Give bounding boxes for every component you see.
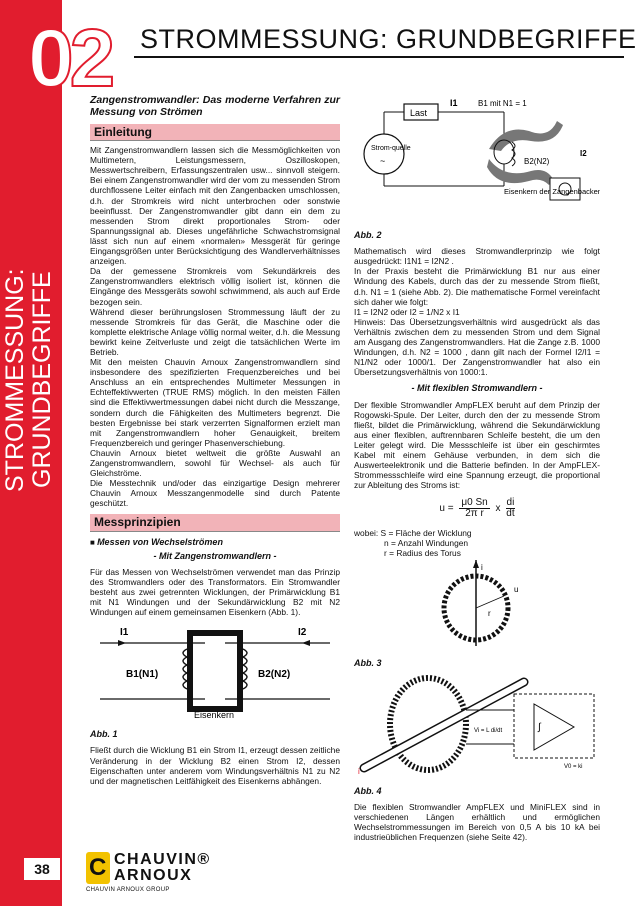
figure-abb3-rogowski [354, 558, 600, 650]
radius-line [476, 596, 504, 608]
logo-mark-icon: C [86, 852, 110, 884]
legend-n: n = Anzahl Windungen [384, 537, 469, 548]
paragraph: Mit den meisten Chauvin Arnoux Zangenstromwandlern sind insbesondere des spezifizierten Frequenzbereiches und bei Anschluss an ein entsprechendes Multimeter Messungen in Echteffektivwerten (TRUE RMS) möglich. In den meisten Fällen sind die Effektivwertmessungen dabei nicht durch die Messzange, sondern durch die Fähigkeiten des Multimeters begrenzt. Die besten Ergebnisse bei stark verzerrten Signalformen erzielt man mit Zangenstromwandlern hoher Genauigkeit, breitem Frequenzbereich und geringer Phasenverschiebung. [90, 357, 340, 448]
paragraph: Die Messtechnik und/oder das einzigartige Design mehrerer Chauvin Arnoux Messzangenmodelle sind durch Patente geschützt. [90, 478, 340, 509]
paragraph: Mit Zangenstromwandlern lassen sich die Messmöglichkeiten von Multimetern, Leistungsmessern, Oszilloskopen, Messwertschreibern, Erfassungszentralen usw... sinnvoll steigern. Bei einem Zangenstromwandler wird der vom zu messenden Strom durchflossene Leiter einfach mit den Zangenbacken umschlossen, d.h. der Stromkreis wird nicht unterbrochen oder sonstwie beeinflusst. Der Zangenstromwandler gibt dann ein dem zu messenden Strom direkt proportionales Strom- oder Spannungssignal ab. Dieses ungefährliche Schwachstromsignal lässt sich nun auf einem «normalen» Messgerät für geringe Eingangsgrößen unter Berücksichtigung des Wandlerverhältnisses anzeigen. [90, 145, 340, 267]
figure-abb4-amplifier [354, 674, 600, 778]
label-i2: I2 [298, 627, 307, 639]
bullet-heading: ■ Messen von Wechselströmen [90, 537, 340, 548]
label-vout: V0 = ki [564, 764, 583, 770]
label-i1: I1 [120, 627, 129, 639]
label-b2: B2(N2) [258, 669, 291, 681]
legend-label: wobei: [354, 527, 379, 538]
legend-s: S = Fläche der Wicklung [380, 527, 472, 538]
label-r: r [488, 608, 491, 618]
label-i: i [481, 562, 483, 572]
paragraph: Mathematisch wird dieses Stromwandlerprinzip wie folgt ausgedrückt: I1N1 = I2N2 . [354, 246, 600, 267]
label-u: u [514, 584, 519, 594]
figure-caption: Abb. 3 [354, 657, 382, 668]
brand-logo [86, 852, 216, 896]
paragraph: Da der gemessene Stromkreis vom Sekundärkreis des Zangenstromwandlers elektrisch völlig isoliert ist, können die Eingänge des Messgeräts sowohl schwimmend, als auch auf Erde bezogen sein. [90, 266, 340, 307]
label-vi: Vi = L di/dt [474, 728, 503, 734]
legend-r: r = Radius des Torus [384, 547, 461, 558]
column-left [90, 94, 340, 786]
paragraph: Fließt durch die Wicklung B1 ein Strom I1, erzeugt dessen zeitliche Veränderung in der Wicklung B2 einen Strom I2, dessen Eigenschaften unter anderem vom Windungsverhältnis N1 zu N2 und der magnetischen Leitfähigkeit des Eisenkerns abhängen. [90, 745, 340, 786]
figure-caption: Abb. 2 [354, 230, 382, 241]
formula-inline: I1 = I2N2 oder I2 = 1/N2 x I1 [354, 306, 460, 317]
section-heading-messprinzipien: Messprinzipien [90, 514, 340, 531]
label-i2: I2 [580, 149, 587, 158]
label-b2: B2(N2) [524, 157, 550, 166]
paragraph: Hinweis: Das Übersetzungsverhältnis wird ausgedrückt als das Verhältnis zwischen dem zu messenden Strom und dem Signal am Ausgang des Zangenstromwandlers. Hat die Zange z.B. 1000 Windungen, d.h. N2 = 1000 , dann gilt nach der Formel I2/I1 = N1/N2 oder 1000/1. Der Zangenstromwandler hat also ein Übersetzungsverhältnis von 1000:1. [354, 316, 600, 378]
header-rule [134, 56, 624, 58]
label-source: Strom-quelle [371, 145, 411, 152]
primary-coil-icon [183, 649, 187, 689]
paragraph: Die flexiblen Stromwandler AmpFLEX und MiniFLEX sind in verschiedenen Längen erhältlich und ermöglichen Wechselstrommessungen im Bereich von 0,5 A bis 10 kA bei industrieüblichen Frequenzen (siehe Seite 42). [354, 802, 600, 843]
section-heading-einleitung: Einleitung [90, 124, 340, 141]
brand-name-line2: ARNOUX [114, 867, 193, 884]
figure-abb1-transformer [90, 621, 340, 721]
brand-name [114, 852, 211, 884]
integral-icon: ∫ [538, 722, 541, 733]
label-core: Eisenkern [194, 710, 235, 721]
label-last: Last [410, 108, 428, 118]
paragraph: Während dieser berührungslosen Strommessung läuft der zu messende Stromkreis für das Gerät, die Maschine oder die komplette elektrische Anlage völlig normal weiter, d.h. die Messung bewirkt keine Zeitverluste und zeigt die tatsächlichen Werte im Betrieb. [90, 306, 340, 357]
label-i1: I1 [450, 98, 458, 108]
page-title: STROMMESSUNG: GRUNDBEGRIFFE [140, 24, 637, 54]
formula-lhs: u = [439, 503, 454, 515]
bullet-subheading: - Mit Zangenstromwandlern - [153, 550, 277, 561]
paragraph: Chauvin Arnoux bietet weltweit die größte Auswahl an Zangenstromwandlern, sowohl für Wechsel- als auch für Gleichströme. [90, 447, 340, 479]
formula-rogowski [354, 498, 600, 519]
current-source [364, 134, 404, 174]
side-title [2, 190, 62, 570]
paragraph: In der Praxis besteht die Primärwicklung B1 nur aus einer Windung des Kabels, durch das der zu messende Strom fließt, d.h. N1 = 1 (siehe Abb. 2). Die mathematische Formel vereinfacht sich daher wie folgt: [354, 266, 600, 307]
article-subhead: Zangenstromwandler: Das moderne Verfahren zur Messung von Strömen [90, 94, 340, 118]
paragraph: Der flexible Stromwandler AmpFLEX beruht auf dem Prinzip der Rogowski-Spule. Der Leiter, durch den der zu messende Strom fließt, bildet die Primärwicklung, während die Sekundärwicklung aus einer flexiblen, auftrennbaren Schleife besteht, die um den Leiter gelegt wird. Die Messschleife ist über ein geschirmtes Kabel mit einem Gehäuse verbunden, in dem sich die Auswerteelektronik und die Batterie befinden. In der AmpFLEX-Strommessschleife wird eine Spannung erzeugt, die proportional zur Ableitung des Stroms ist: [354, 399, 600, 491]
clamp-jaws-icon [487, 121, 563, 185]
formula-denominator: 2π r [465, 508, 484, 520]
arrow-icon [302, 640, 310, 646]
iron-core [190, 633, 240, 709]
secondary-coil-icon [243, 649, 247, 689]
chapter-number: 02 [28, 13, 112, 104]
formula-legend [354, 528, 600, 558]
formula-dt: dt [506, 508, 515, 520]
column-right [354, 94, 600, 843]
conductor-cable-inner [364, 682, 524, 768]
brand-sub: CHAUVIN ARNOUX GROUP [86, 887, 170, 893]
label-i: i [358, 767, 360, 776]
arrow-icon [473, 560, 479, 568]
label-b1: B1(N1) [126, 669, 159, 681]
figure-abb2-clamp [354, 94, 600, 222]
figure-caption: Abb. 4 [354, 786, 382, 797]
figure-caption: Abb. 1 [90, 729, 118, 740]
label-core: Eisenkern der Zangenbacken [504, 187, 600, 196]
page-number: 38 [24, 858, 60, 880]
label-b1: B1 mit N1 = 1 [478, 99, 527, 108]
formula-numerator: μ0 Sn [461, 497, 488, 509]
arrow-icon [118, 640, 126, 646]
side-title-text: STROMMESSUNG: GRUNDBEGRIFFE [1, 268, 56, 492]
formula-times: x [495, 503, 501, 515]
brand-name-line1: CHAUVIN® [114, 851, 211, 868]
formula-di: di [506, 497, 515, 509]
flex-heading: - Mit flexiblen Stromwandlern - [411, 383, 543, 394]
label-tilde: ~ [380, 156, 386, 166]
paragraph: Für das Messen von Wechselströmen verwendet man das Prinzip des Stromwandlers oder des Transformators. Ein Stromwandler besteht aus zwei getrennten Wicklungen, der Primärwicklung B1 mit N1 Windungen und der Sekundärwicklung B2 mit N2 Windungen auf einem gemeinsamen Eisenkern (Abb. 1). [90, 566, 340, 618]
